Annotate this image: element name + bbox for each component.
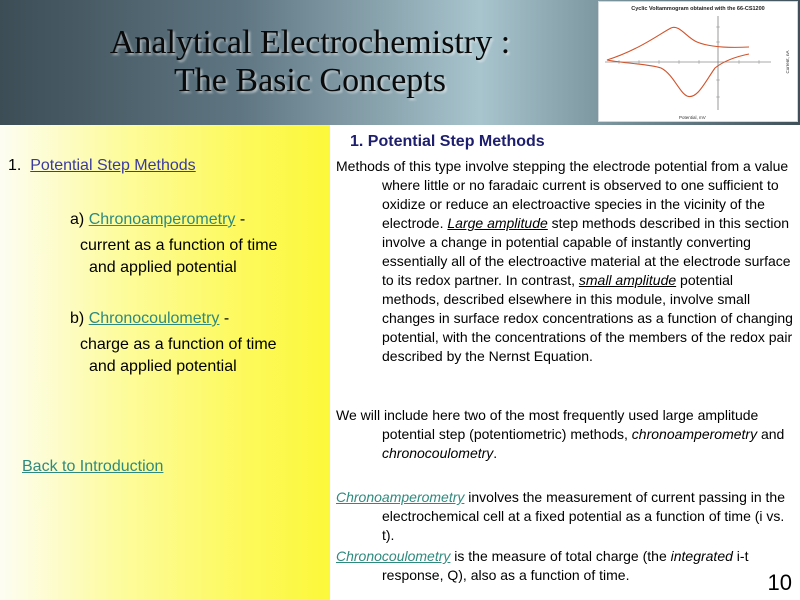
- chronoamperometry-link[interactable]: Chronoamperometry: [88, 211, 236, 228]
- subitem-a-dash: -: [239, 211, 246, 228]
- integrated-term: integrated: [670, 548, 733, 564]
- title-line-1: Analytical Electrochemistry :: [109, 24, 511, 61]
- subitem-a-desc-line1: current as a function of time: [80, 237, 278, 254]
- content-panel: [330, 125, 800, 600]
- back-to-introduction-link[interactable]: Back to Introduction: [22, 458, 164, 475]
- p2-text-c: and: [757, 426, 785, 442]
- potential-step-methods-link[interactable]: Potential Step Methods: [30, 157, 196, 174]
- chronocoulometry-inline-link[interactable]: Chronocoulometry: [336, 548, 451, 564]
- small-amplitude-term: small amplitude: [578, 272, 677, 288]
- thumbnail-xlabel: Potential, mV: [679, 115, 706, 120]
- p1-text-a: Methods of this type involve stepping the electrode potential from a value where little or no faradaic current is observed to one sufficient to oxidize or reduce an electroactive species in the vicinity of the electrode.: [336, 158, 789, 231]
- page-number: 10: [767, 570, 792, 595]
- paragraph-included-methods: [336, 406, 794, 463]
- title-line-2: The Basic Concepts: [174, 62, 446, 99]
- chronoamperometry-term: chronoamperometry: [631, 426, 758, 442]
- chronocoulometry-term: chronocoulometry: [382, 445, 494, 461]
- p2-text-e: .: [493, 445, 498, 461]
- chronoamperometry-inline-link[interactable]: Chronoamperometry: [336, 489, 465, 505]
- p3-text: involves the measurement of current passing in the electrochemical cell at a fixed potential as a function of time (i vs. t).: [382, 489, 786, 543]
- nav-subitem-b: [70, 310, 229, 328]
- subitem-b-prefix: b): [70, 310, 85, 327]
- left-navigation-panel: [0, 125, 330, 600]
- subitem-b-description: [80, 334, 277, 378]
- large-amplitude-term: Large amplitude: [447, 215, 548, 231]
- content-heading: 1. Potential Step Methods: [350, 133, 545, 150]
- p2-text-a: We will include here two of the most frequently used large amplitude potential step (potentiometric) methods,: [336, 407, 759, 442]
- slide-header: [0, 0, 800, 125]
- paragraph-methods: [336, 157, 794, 366]
- chronocoulometry-link[interactable]: Chronocoulometry: [88, 310, 220, 327]
- nav-item-potential-step: [8, 157, 196, 175]
- p1-text-e: potential methods, described elsewhere in this module, involve small changes in surface redox concentrations as a function of changing potential, with the concentrations of the members of the redox pair described by the Nernst Equation.: [382, 272, 793, 364]
- slide-title: [40, 24, 580, 100]
- thumbnail-ylabel: Current, nA: [785, 50, 790, 74]
- subitem-a-description: [80, 235, 277, 279]
- paragraph-chronoamperometry: [336, 488, 794, 545]
- subitem-a-desc-line2: and applied potential: [89, 259, 237, 276]
- p4-text-c: i-t response, Q), also as a function of time.: [382, 548, 749, 583]
- nav-subitem-a: [70, 211, 245, 229]
- paragraph-chronocoulometry: [336, 547, 794, 585]
- thumbnail-title: Cyclic Voltammogram obtained with the 66-CS1200: [631, 6, 765, 12]
- cyclic-voltammogram-thumbnail: [598, 1, 798, 122]
- subitem-a-prefix: a): [70, 211, 85, 228]
- subitem-b-desc-line1: charge as a function of time: [80, 336, 277, 353]
- p4-text-a: is the measure of total charge (the: [450, 548, 671, 564]
- p1-text-c: step methods described in this section involve a change in potential capable of instantly converting essentially all of the electroactive material at the electrode surface to its redox partner. In contrast,: [382, 215, 791, 288]
- subitem-b-dash: -: [223, 310, 230, 327]
- voltammogram-graph: [599, 2, 797, 121]
- subitem-b-desc-line2: and applied potential: [89, 358, 237, 375]
- nav-item-number: 1.: [8, 157, 22, 174]
